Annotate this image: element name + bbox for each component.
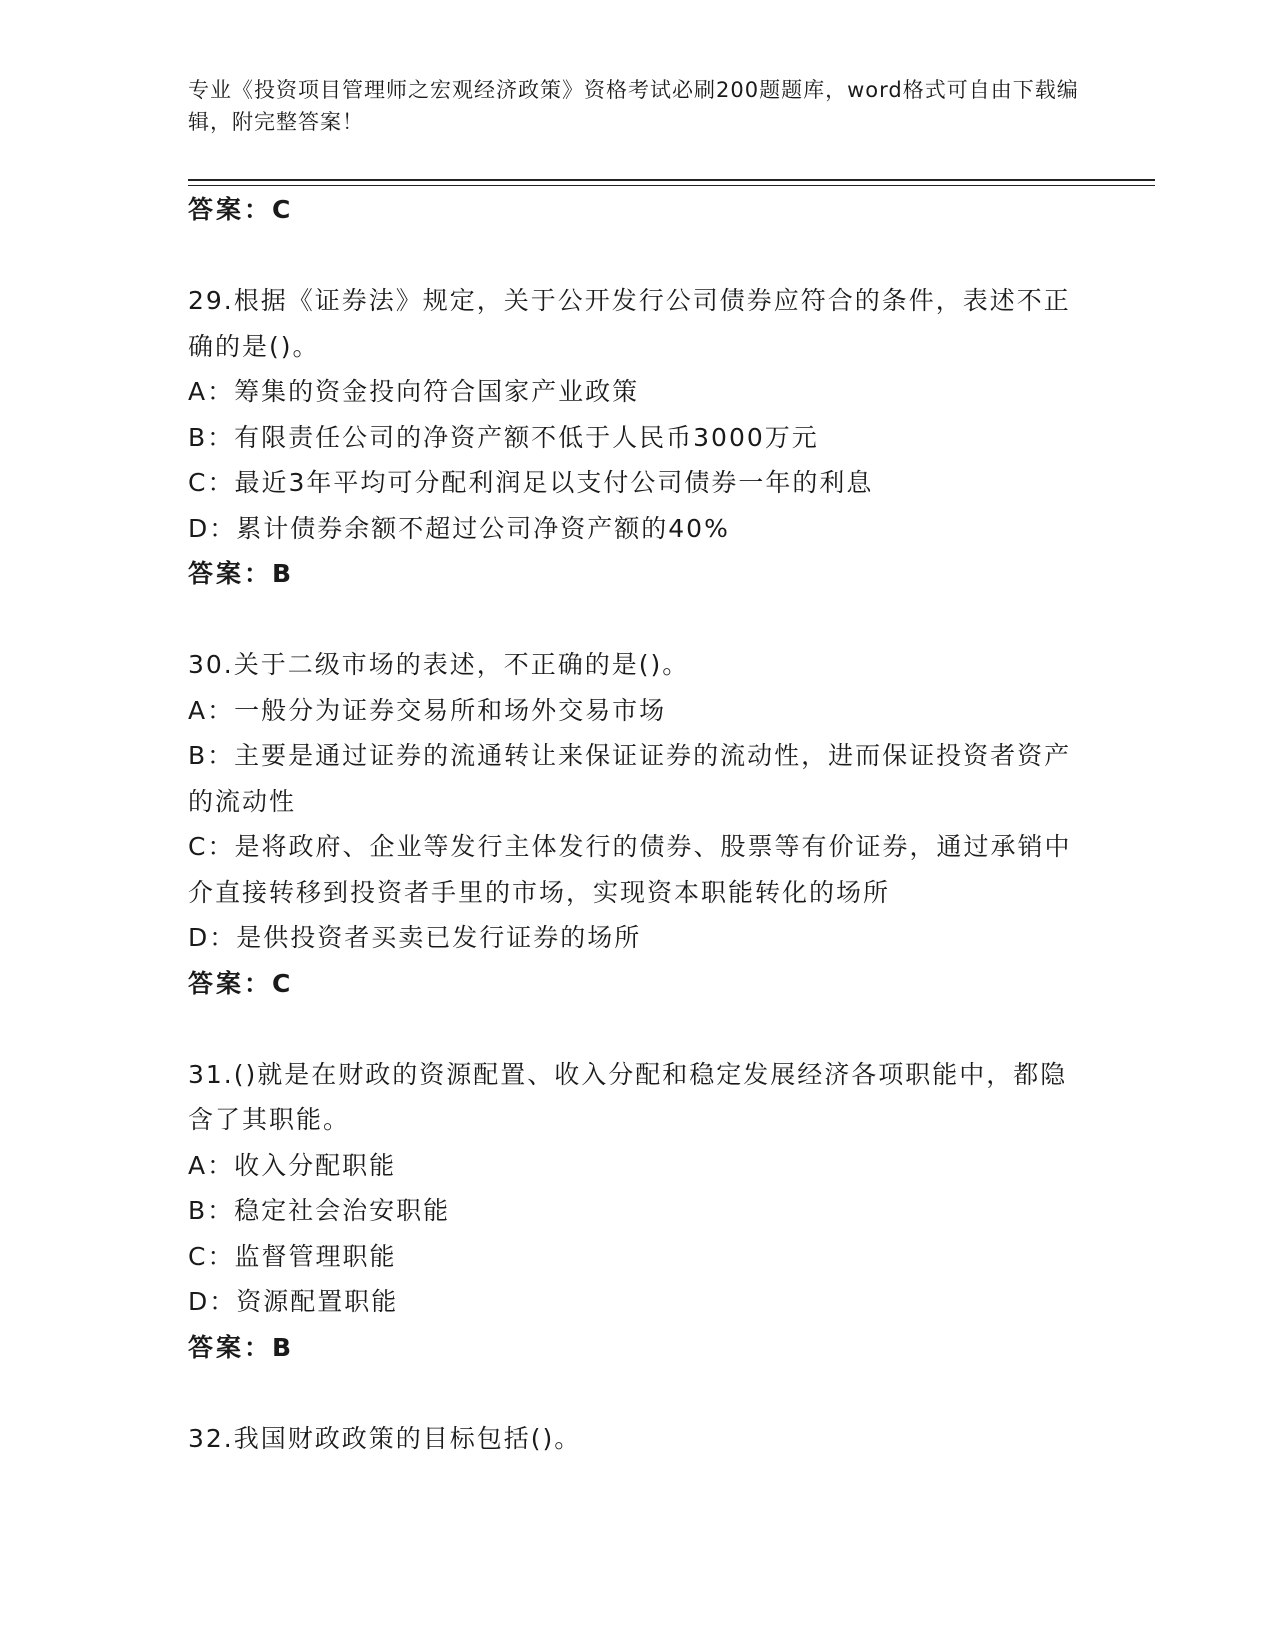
spacer bbox=[188, 597, 1078, 643]
answer-29: 答案：B bbox=[188, 559, 295, 588]
question-29-stem: 29.根据《证券法》规定，关于公开发行公司债券应符合的条件，表述不正确的是()。 bbox=[188, 286, 1071, 361]
question-30-option-a: A：一般分为证券交易所和场外交易市场 bbox=[188, 695, 667, 725]
question-29-option-c: C：最近3年平均可分配利润足以支付公司债券一年的利息 bbox=[188, 468, 874, 497]
question-29-option-b: B：有限责任公司的净资产额不低于人民币3000万元 bbox=[188, 422, 819, 452]
question-30-option-b: B：主要是通过证券的流通转让来保证证券的流动性，进而保证投资者资产的流动性 bbox=[188, 741, 1072, 816]
question-29-option-a: A：筹集的资金投向符合国家产业政策 bbox=[188, 377, 640, 406]
question-32-stem: 32.我国财政政策的目标包括()。 bbox=[188, 1423, 582, 1453]
answer-28: 答案：C bbox=[188, 195, 294, 224]
answer-31: 答案：B bbox=[188, 1332, 295, 1362]
question-30-option-c: C：是将政府、企业等发行主体发行的债券、股票等有价证券，通过承销中介直接转移到投资者手里的市场，实现资本职能转化的场所 bbox=[188, 832, 1072, 907]
question-30-stem: 30.关于二级市场的表述，不正确的是()。 bbox=[188, 650, 690, 679]
spacer bbox=[188, 1370, 1078, 1416]
question-content bbox=[188, 187, 1078, 1461]
question-31-option-d: D：资源配置职能 bbox=[188, 1287, 399, 1316]
header-rule-thin bbox=[188, 185, 1155, 186]
question-31-stem: 31.()就是在财政的资源配置、收入分配和稳定发展经济各项职能中，都隐含了其职能。 bbox=[188, 1059, 1068, 1134]
header-rule-thick bbox=[188, 179, 1155, 181]
spacer bbox=[188, 1006, 1078, 1052]
spacer bbox=[188, 233, 1078, 279]
question-30-option-d: D：是供投资者买卖已发行证券的场所 bbox=[188, 923, 642, 952]
question-31-option-a: A：收入分配职能 bbox=[188, 1150, 397, 1180]
question-31-option-b: B：稳定社会治安职能 bbox=[188, 1196, 451, 1225]
question-29-option-d: D：累计债券余额不超过公司净资产额的40% bbox=[188, 513, 730, 543]
document-header: 专业《投资项目管理师之宏观经济政策》资格考试必刷200题题库，word格式可自由下载编辑，附完整答案！ bbox=[188, 78, 1079, 134]
answer-30: 答案：C bbox=[188, 968, 294, 998]
question-31-option-c: C：监督管理职能 bbox=[188, 1241, 397, 1271]
